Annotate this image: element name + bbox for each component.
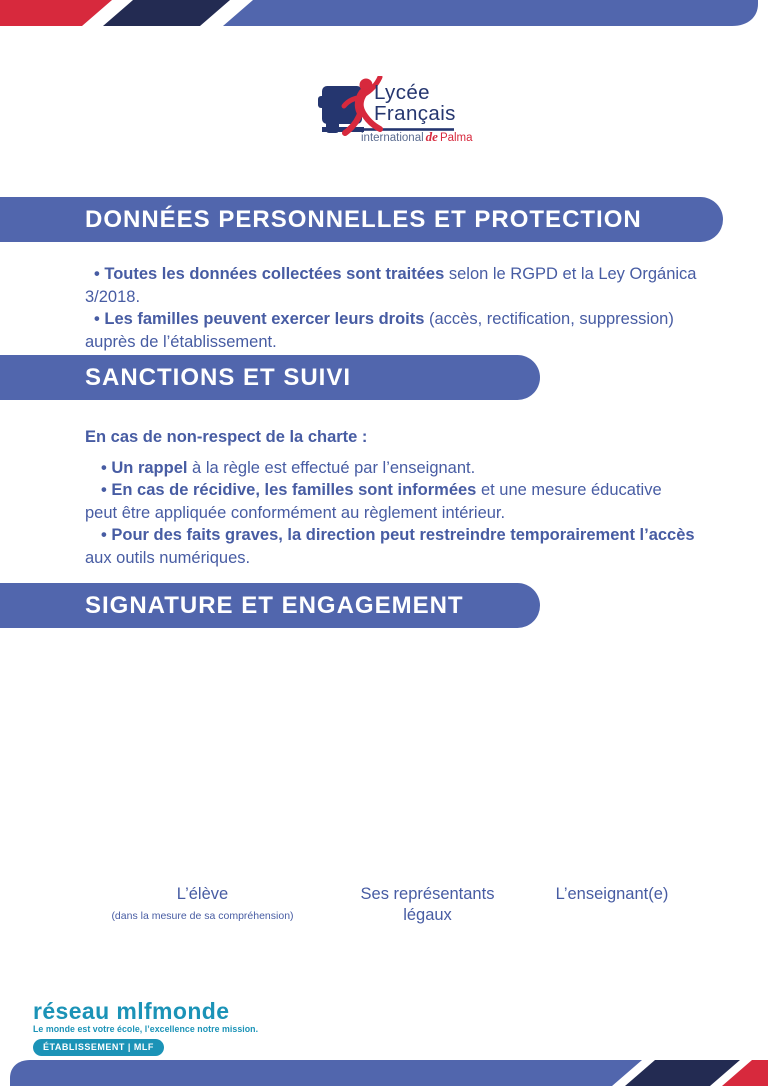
network-tagline: Le monde est votre école, l’excellence notre mission.	[33, 1024, 259, 1034]
bullet-bold-text: • Toutes les données collectées sont traitées	[94, 265, 445, 283]
network-name: réseau mlfmonde	[33, 998, 230, 1024]
section-intro: En cas de non-respect de la charte :	[85, 428, 368, 446]
section-banner-sanctions	[0, 355, 540, 400]
logo-sub-de: de	[425, 129, 438, 144]
signature-columns	[70, 884, 704, 927]
bottom-corner-stripes-icon	[0, 1060, 768, 1086]
logo-sub-place: Palma	[439, 132, 473, 144]
school-logo-subtitle	[361, 129, 473, 145]
section-title: DONNÉES PERSONNELLES ET PROTECTION	[85, 205, 642, 233]
bullet-rest-text: aux outils numériques.	[85, 548, 251, 567]
section-title: SIGNATURE ET ENGAGEMENT	[85, 591, 464, 619]
bullet-bold-text: • En cas de récidive, les familles sont informées	[101, 481, 477, 500]
bullet-bold-text: • Un rappel	[101, 458, 188, 477]
signature-column-parents	[335, 884, 520, 927]
school-logo-name	[374, 82, 456, 124]
logo-name-line2: Français	[374, 102, 456, 125]
section-donnees-text	[85, 263, 697, 353]
signature-sublabel: (dans la mesure de sa compréhension)	[111, 910, 294, 922]
bullet-rest-text: (accès, rectification, suppression) auprès de l’établissement.	[85, 310, 674, 351]
signature-label: L’élève	[176, 885, 229, 903]
establishment-badge: ÉTABLISSEMENT | MLF	[33, 1039, 164, 1056]
signature-column-student	[70, 884, 335, 927]
signature-column-teacher	[520, 884, 704, 927]
bullet-bold-text: • Pour des faits graves, la direction peut restreindre temporairement l’accès	[101, 526, 695, 545]
bullet-item	[85, 457, 697, 480]
bullet-item	[85, 479, 697, 524]
bullet-item	[85, 308, 697, 353]
bullet-item	[85, 524, 697, 569]
bullet-rest-text: et une mesure éducative peut être appliquée conformément au règlement intérieur.	[85, 481, 662, 522]
section-banner-signature	[0, 583, 540, 628]
section-banner-donnees	[0, 197, 723, 242]
signature-label: L’enseignant(e)	[555, 885, 669, 903]
bullet-item	[85, 263, 697, 308]
section-sanctions-text	[85, 426, 697, 570]
bullet-rest-text: selon le RGPD et la Ley Orgánica 3/2018.	[85, 265, 697, 306]
top-corner-stripes-icon	[0, 0, 768, 26]
mlf-network-logo	[33, 999, 258, 1056]
bullet-rest-text: à la règle est effectué par l’enseignant.	[187, 458, 476, 477]
logo-name-line1: Lycée	[374, 81, 430, 104]
signature-label: Ses représentants légaux	[360, 885, 495, 924]
bullet-bold-text: • Les familles peuvent exercer leurs droits	[94, 310, 425, 329]
section-title: SANCTIONS ET SUIVI	[85, 363, 352, 391]
logo-sub-international: international	[361, 132, 424, 144]
